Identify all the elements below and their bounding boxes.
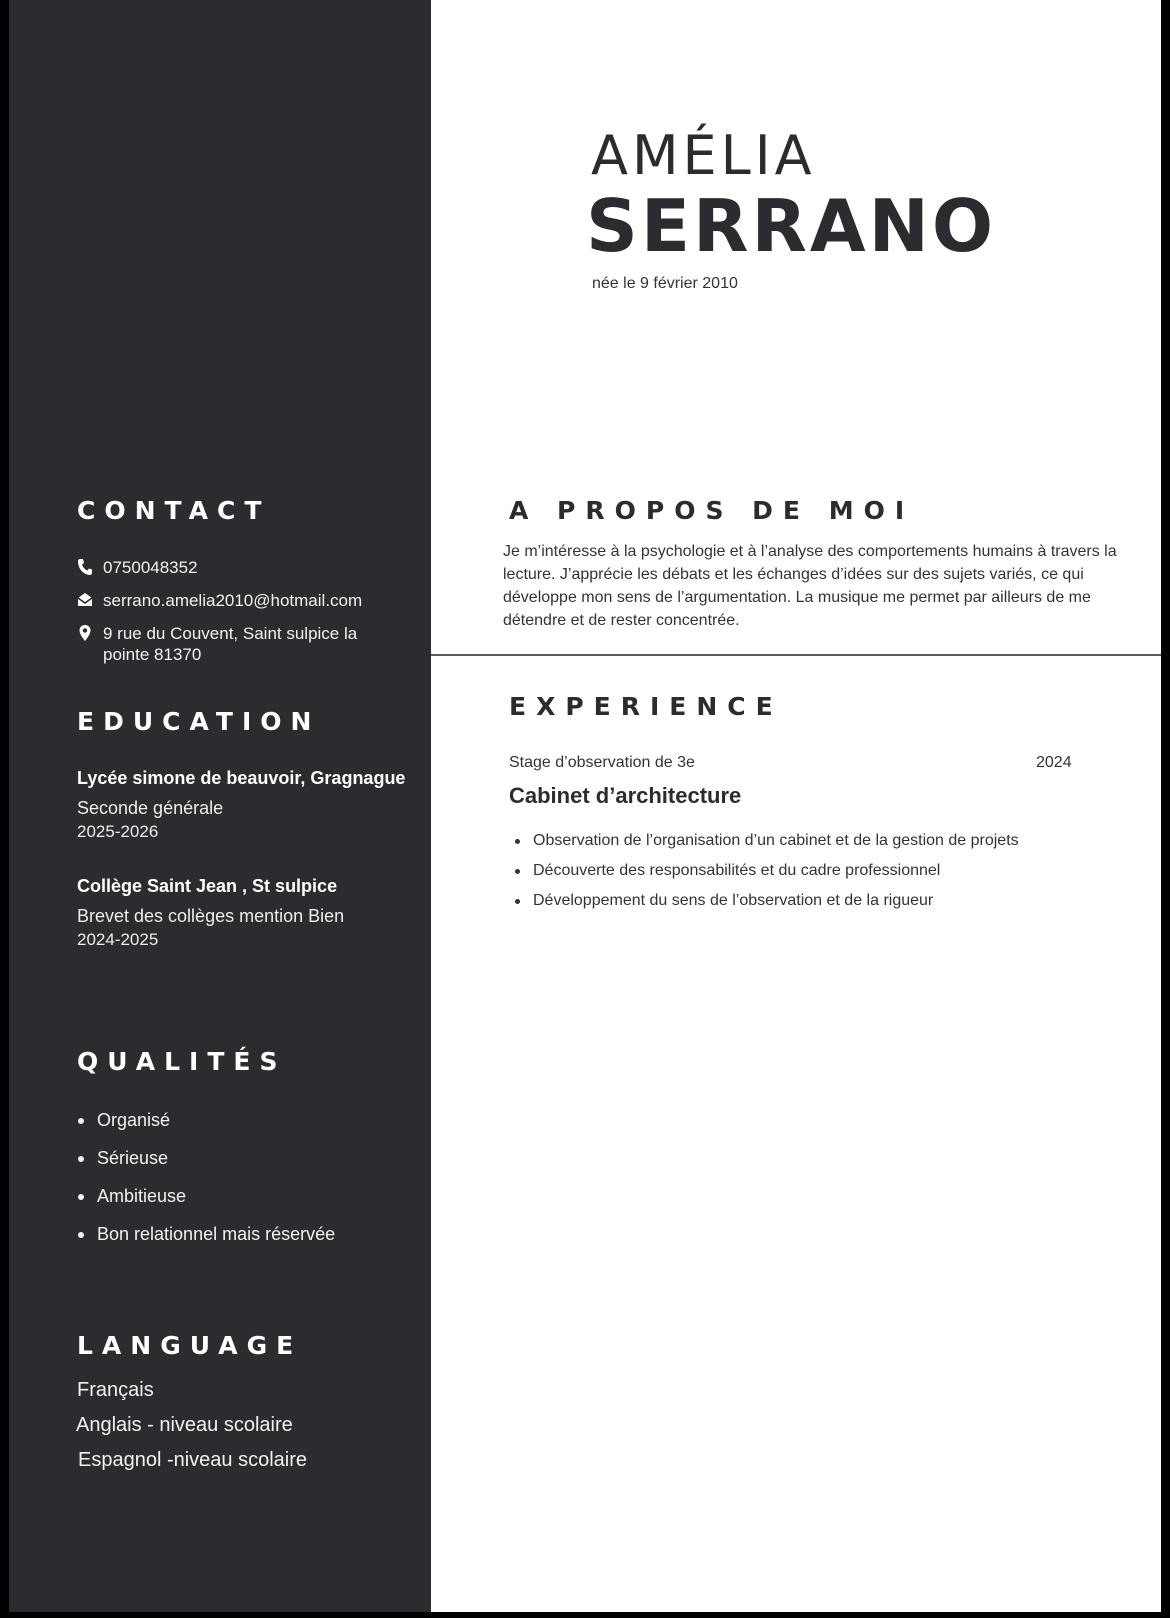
birth-date: née le 9 février 2010 [592, 275, 738, 292]
quality-item: Organisé [65, 1108, 335, 1146]
frame-left-border [0, 0, 9, 1618]
job-year: 2024 [1036, 754, 1072, 771]
language-item: Espagnol -niveau scolaire [78, 1449, 308, 1471]
education-years: 2025-2026 [77, 822, 159, 841]
qualities-heading: QUALITÉS [77, 1047, 287, 1076]
experience-bullet: Observation de l’organisation d’un cabinet et de la gestion de projets [509, 831, 1019, 861]
last-name: SERRANO [586, 184, 997, 268]
education-heading: EDUCATION [77, 707, 321, 736]
company-name: Cabinet d’architecture [509, 783, 742, 808]
contact-phone [77, 557, 373, 578]
education-school: Collège Saint Jean , St sulpice [77, 876, 338, 896]
quality-item: Bon relationnel mais réservée [65, 1222, 335, 1260]
address-text: 9 rue du Couvent, Saint sulpice la pointe 81370 [103, 624, 358, 664]
email-text[interactable]: serrano.amelia2010@hotmail.com [103, 591, 363, 610]
quality-item: Sérieuse [65, 1146, 335, 1184]
language-item: Anglais - niveau scolaire [76, 1414, 293, 1436]
sidebar [9, 0, 431, 1612]
envelope-icon [77, 591, 93, 609]
quality-item: Ambitieuse [65, 1184, 335, 1222]
language-heading: LANGUAGE [77, 1331, 303, 1360]
education-school: Lycée simone de beauvoir, Gragnague [77, 768, 406, 788]
experience-bullets [509, 831, 1019, 921]
education-years: 2024-2025 [77, 930, 159, 949]
phone-text[interactable]: 0750048352 [103, 558, 198, 577]
contact-heading: CONTACT [77, 496, 271, 525]
education-program: Brevet des collèges mention Bien [77, 906, 345, 926]
education-item [77, 768, 405, 842]
experience-bullet: Développement du sens de l’observation et de la rigueur [509, 891, 1019, 921]
contact-email [77, 590, 403, 611]
education-item [77, 876, 344, 950]
map-pin-icon [77, 624, 93, 642]
section-divider [431, 654, 1161, 656]
education-program: Seconde générale [77, 798, 224, 818]
main-content [431, 0, 1161, 1612]
frame-bottom-border [0, 1612, 1170, 1618]
job-title: Stage d’observation de 3e [509, 754, 695, 771]
contact-address [77, 623, 373, 665]
experience-bullet: Découverte des responsabilités et du cadre professionnel [509, 861, 1019, 891]
qualities-list [65, 1108, 335, 1260]
first-name: AMÉLIA [591, 124, 816, 187]
about-heading: A PROPOS DE MOI [509, 496, 915, 525]
experience-heading: EXPERIENCE [509, 692, 783, 721]
language-item: Français [77, 1379, 154, 1401]
frame-right-border [1161, 0, 1170, 1618]
about-text: Je m’intéresse à la psychologie et à l’analyse des comportements humains à travers la lecture. J’apprécie les débats et les échanges d’idées sur des sujets variés, ce qui développe mon sens de l’argumentation. La musique me permet par ailleurs de me détendre et de rester concentrée. [503, 543, 1117, 629]
phone-icon [77, 558, 93, 576]
